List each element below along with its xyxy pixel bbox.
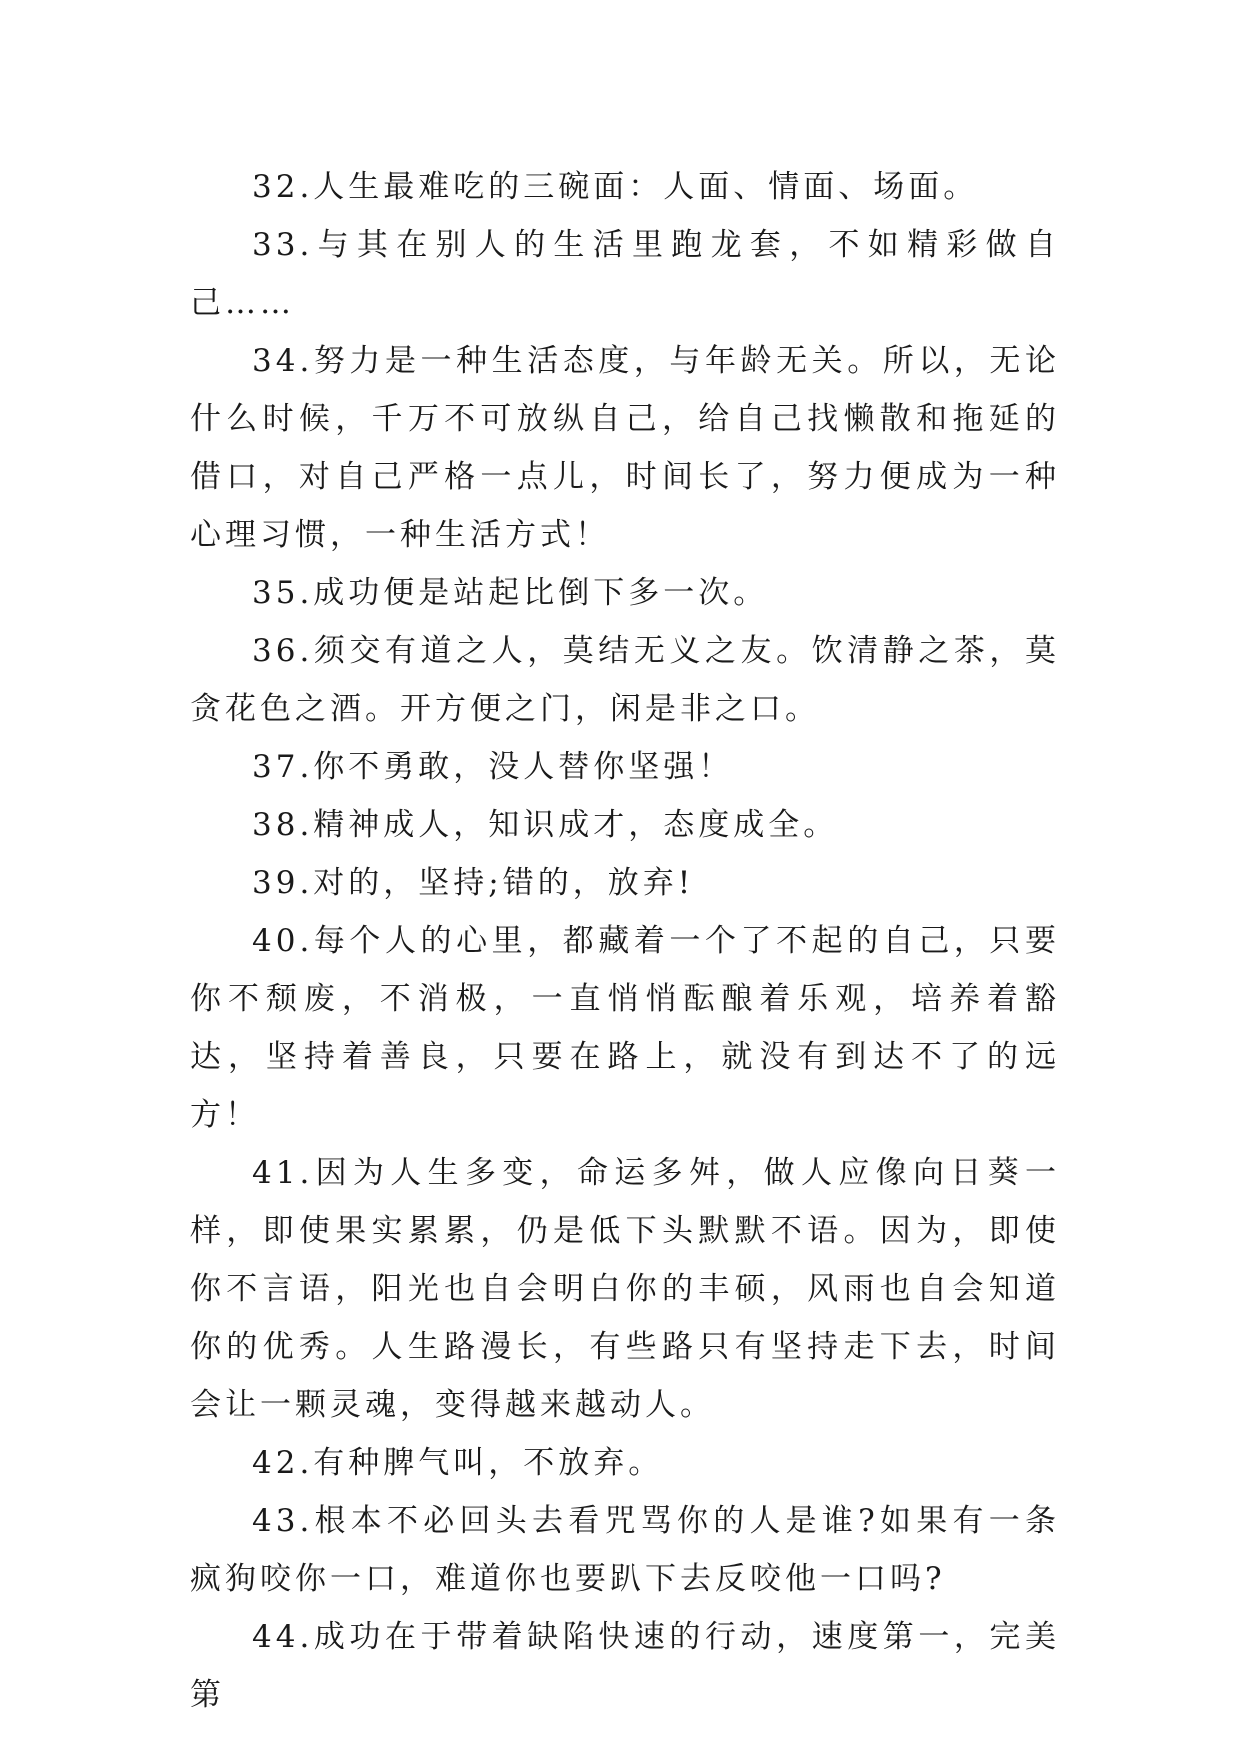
quote-paragraph-39: 39.对的，坚持;错的，放弃!	[252, 865, 695, 901]
quote-paragraph-35: 35.成功便是站起比倒下多一次。	[252, 575, 769, 611]
quote-paragraph-43: 43.根本不必回头去看咒骂你的人是谁?如果有一条疯狗咬你一口，难道你也要趴下去反咬他一口吗?	[190, 1503, 1060, 1597]
quote-paragraph-33: 33.与其在别人的生活里跑龙套，不如精彩做自己……	[190, 227, 1060, 321]
quote-paragraph-41: 41.因为人生多变，命运多舛，做人应像向日葵一样，即使果实累累，仍是低下头默默不语。因为，即使你不言语，阳光也自会明白你的丰硕，风雨也自会知道你的优秀。人生路漫长，有些路只有坚持走下去，时间会让一颗灵魂，变得越来越动人。	[190, 1155, 1060, 1423]
quote-paragraph-40: 40.每个人的心里，都藏着一个了不起的自己，只要你不颓废，不消极，一直悄悄酝酿着乐观，培养着豁达，坚持着善良，只要在路上，就没有到达不了的远方！	[190, 923, 1060, 1133]
quote-paragraph-32: 32.人生最难吃的三碗面：人面、情面、场面。	[252, 169, 979, 205]
quote-paragraph-42: 42.有种脾气叫，不放弃。	[252, 1445, 664, 1481]
quote-paragraph-37: 37.你不勇敢，没人替你坚强！	[252, 749, 734, 785]
quote-paragraph-34: 34.努力是一种生活态度，与年龄无关。所以，无论什么时候，千万不可放纵自己，给自己找懒散和拖延的借口，对自己严格一点儿，时间长了，努力便成为一种心理习惯，一种生活方式！	[190, 343, 1060, 553]
quote-paragraph-44: 44.成功在于带着缺陷快速的行动，速度第一，完美第	[190, 1619, 1060, 1713]
document-body	[190, 158, 1060, 1724]
quote-paragraph-36: 36.须交有道之人，莫结无义之友。饮清静之茶，莫贪花色之酒。开方便之门，闲是非之口。	[190, 633, 1060, 727]
quote-paragraph-38: 38.精神成人，知识成才，态度成全。	[252, 807, 839, 843]
